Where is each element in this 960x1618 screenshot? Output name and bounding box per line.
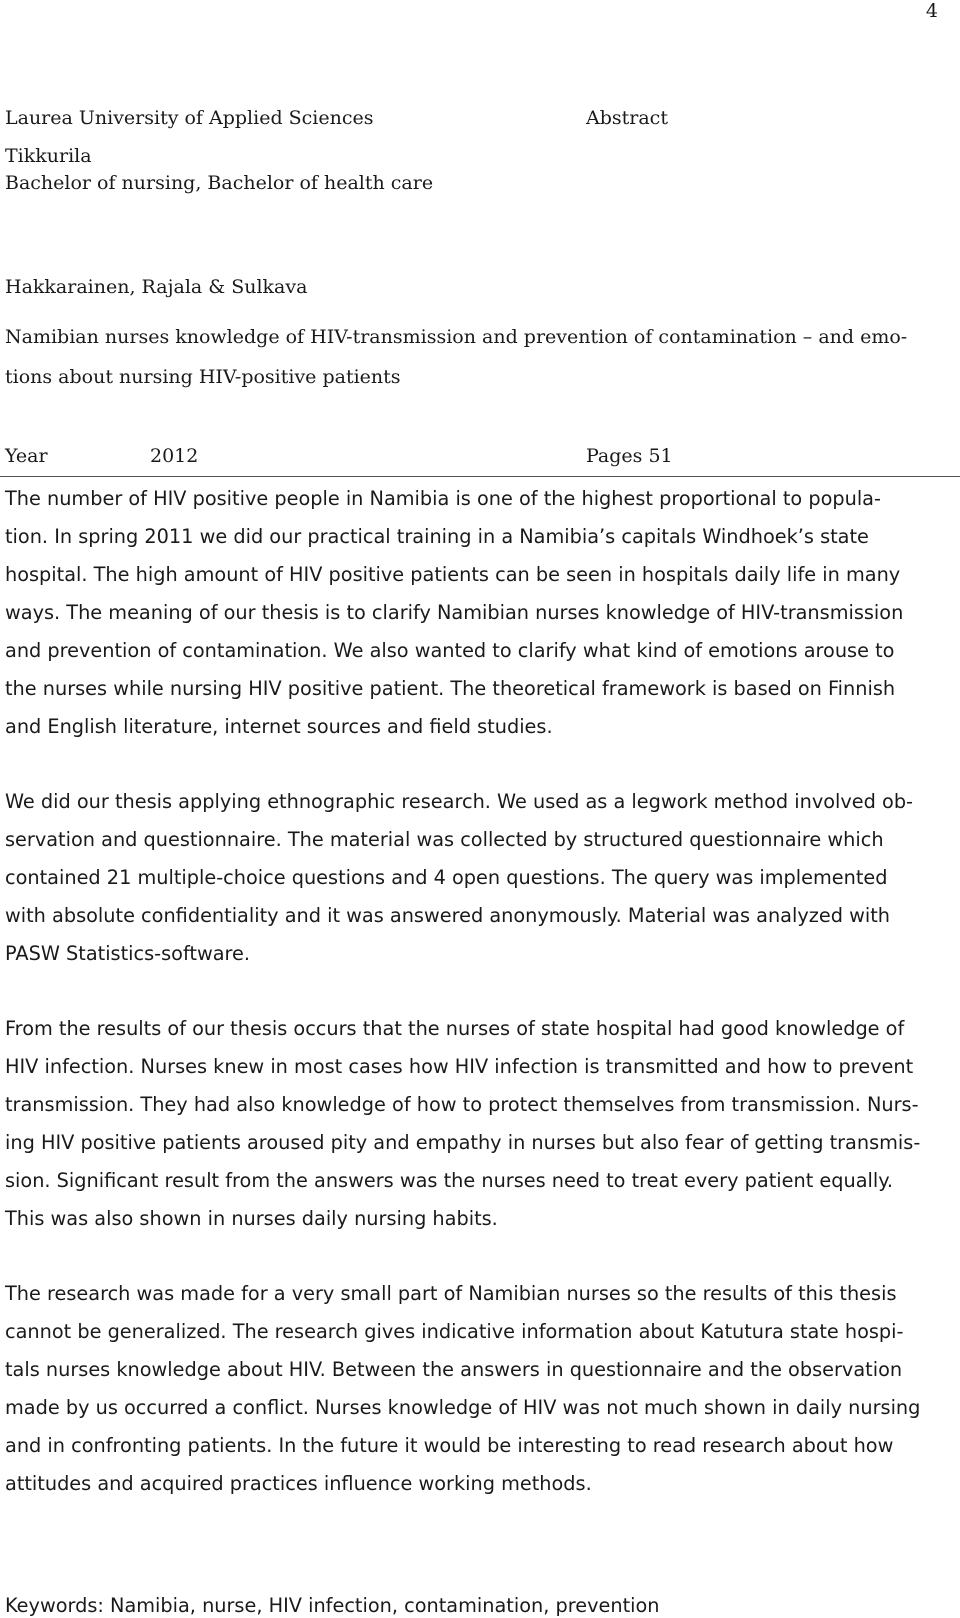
abstract-line: tals nurses knowledge about HIV. Between the answers in questionnaire and the observation — [5, 1358, 903, 1381]
keywords: Keywords: Namibia, nurse, HIV infection, contamination, prevention — [5, 1594, 660, 1617]
document-type-label: Abstract — [586, 107, 668, 129]
year-label: Year — [5, 445, 48, 467]
abstract-line: made by us occurred a conflict. Nurses knowledge of HIV was not much shown in daily nursing — [5, 1396, 921, 1419]
abstract-line: HIV infection. Nurses knew in most cases how HIV infection is transmitted and how to prevent — [5, 1055, 914, 1078]
abstract-line: with absolute confidentiality and it was answered anonymously. Material was analyzed with — [5, 904, 891, 927]
abstract-line: and prevention of contamination. We also wanted to clarify what kind of emotions arouse to — [5, 639, 895, 662]
campus-name: Tikkurila — [5, 145, 92, 167]
abstract-line: PASW Statistics-software. — [5, 942, 251, 965]
abstract-line: The research was made for a very small part of Namibian nurses so the results of this thesis — [5, 1282, 897, 1305]
abstract-line: and in confronting patients. In the future it would be interesting to read research about how — [5, 1434, 894, 1457]
institution-name: Laurea University of Applied Sciences — [5, 107, 374, 129]
abstract-line: cannot be generalized. The research gives indicative information about Katutura state hospi- — [5, 1320, 904, 1343]
thesis-title-line: tions about nursing HIV-positive patients — [5, 366, 401, 388]
authors: Hakkarainen, Rajala & Sulkava — [5, 276, 308, 298]
abstract-line: and English literature, internet sources and field studies. — [5, 715, 553, 738]
page-number: 4 — [925, 0, 938, 22]
pages-count: Pages 51 — [586, 445, 673, 467]
degree-programme: Bachelor of nursing, Bachelor of health care — [5, 172, 434, 194]
abstract-line: tion. In spring 2011 we did our practical training in a Namibia’s capitals Windhoek’s state — [5, 525, 869, 548]
abstract-line: sion. Significant result from the answers was the nurses need to treat every patient equally. — [5, 1169, 894, 1192]
abstract-line: The number of HIV positive people in Namibia is one of the highest proportional to popula- — [5, 487, 881, 510]
abstract-line: transmission. They had also knowledge of how to protect themselves from transmission. Nurs- — [5, 1093, 919, 1116]
meta-divider — [0, 476, 960, 477]
abstract-line: This was also shown in nurses daily nursing habits. — [5, 1207, 498, 1230]
year-value: 2012 — [150, 445, 199, 467]
abstract-line: hospital. The high amount of HIV positive patients can be seen in hospitals daily life in many — [5, 563, 901, 586]
abstract-line: the nurses while nursing HIV positive patient. The theoretical framework is based on Finnish — [5, 677, 896, 700]
thesis-title-line: Namibian nurses knowledge of HIV-transmission and prevention of contamination – and emo- — [5, 326, 908, 348]
abstract-line: servation and questionnaire. The material was collected by structured questionnaire which — [5, 828, 884, 851]
abstract-line: attitudes and acquired practices influence working methods. — [5, 1472, 592, 1495]
abstract-line: From the results of our thesis occurs that the nurses of state hospital had good knowledge of — [5, 1017, 905, 1040]
abstract-line: ways. The meaning of our thesis is to clarify Namibian nurses knowledge of HIV-transmission — [5, 601, 904, 624]
abstract-line: contained 21 multiple-choice questions and 4 open questions. The query was implemented — [5, 866, 888, 889]
abstract-line: ing HIV positive patients aroused pity and empathy in nurses but also fear of getting transmis- — [5, 1131, 921, 1154]
abstract-line: We did our thesis applying ethnographic research. We used as a legwork method involved ob- — [5, 790, 914, 813]
